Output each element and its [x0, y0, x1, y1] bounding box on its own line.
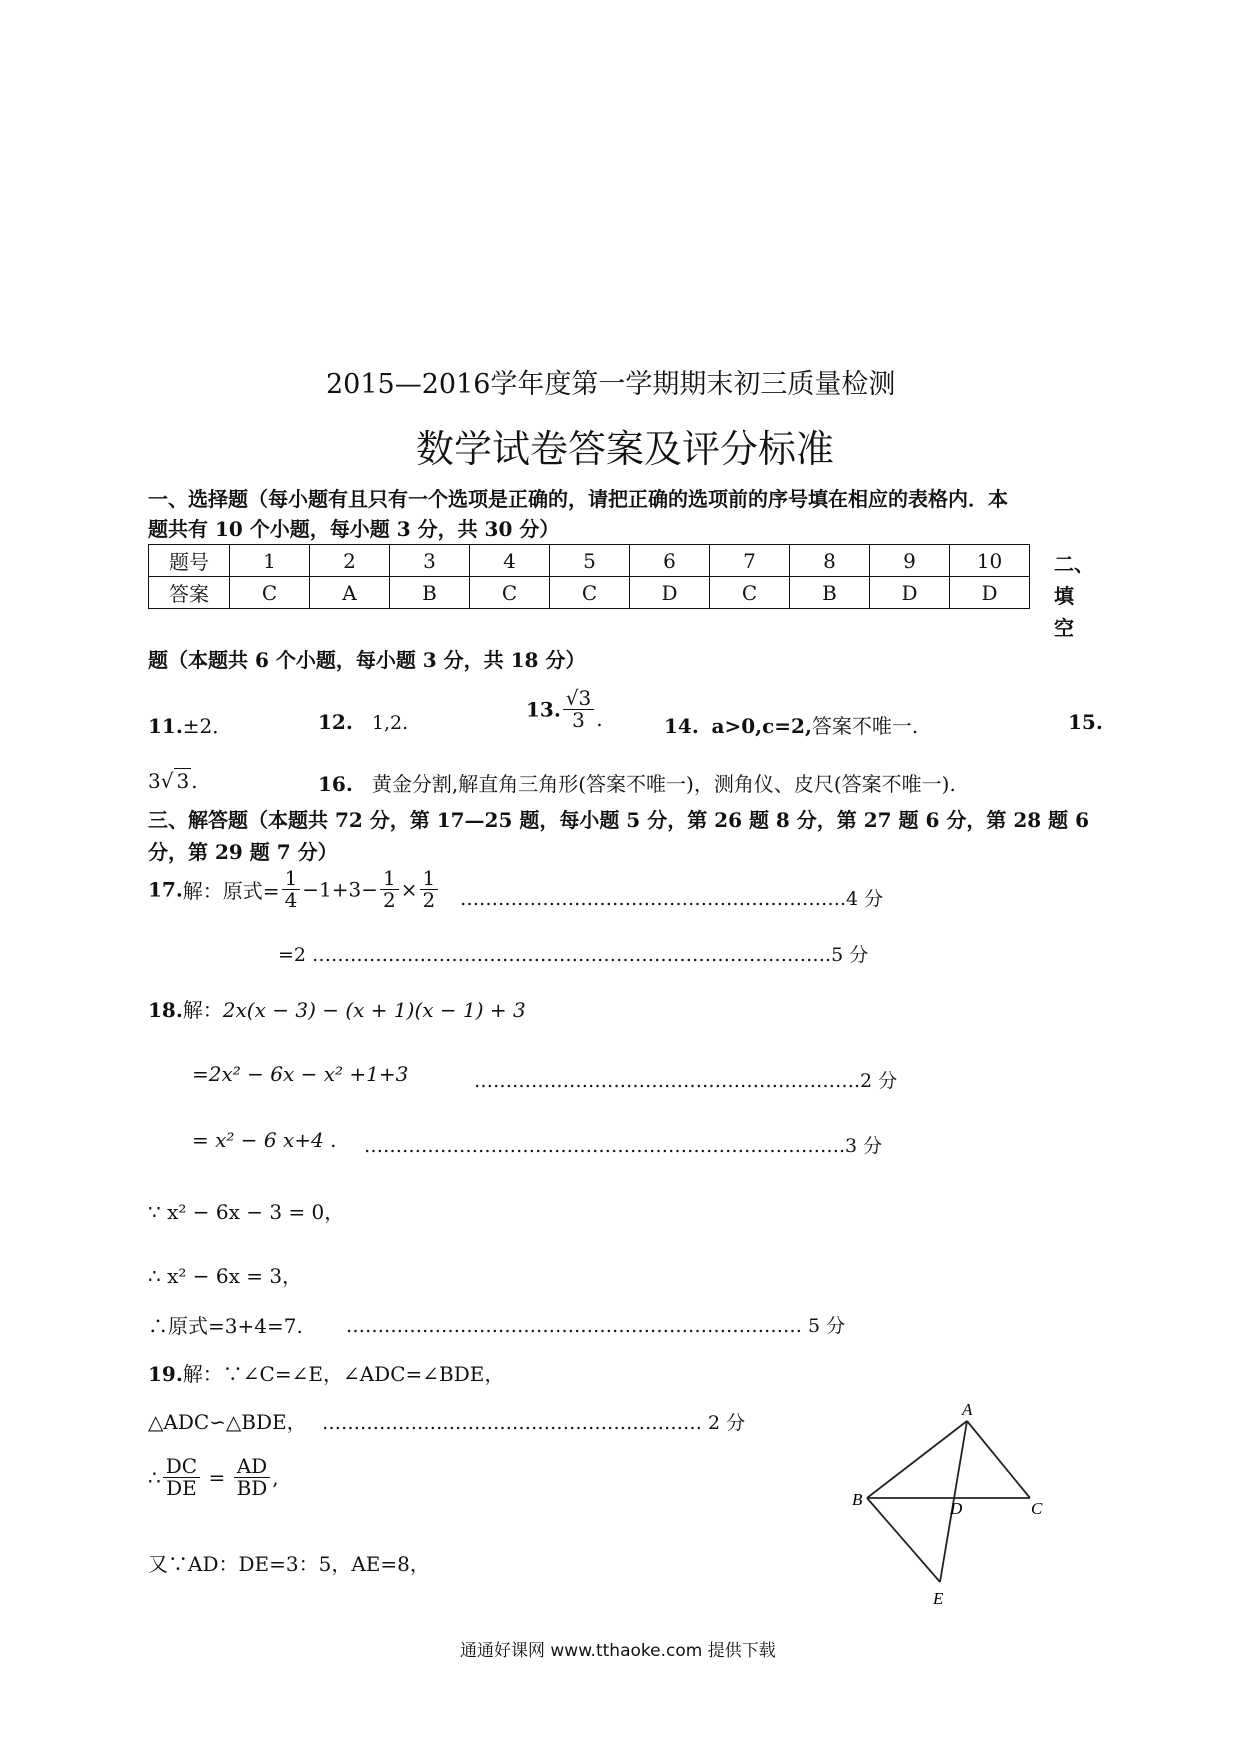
triangle-figure [840, 1400, 1080, 1620]
segment-be [867, 1498, 940, 1582]
table-cell: 3 [390, 545, 470, 577]
row-label-question: 题号 [149, 545, 230, 577]
q19-therefore: ∴ [148, 1465, 161, 1490]
q19-fraction-1 [163, 1456, 200, 1499]
q18-hence: ∴ x² − 6x = 3， [148, 1264, 303, 1288]
q13-label: 13. [526, 697, 561, 722]
table-cell: D [870, 577, 950, 609]
table-cell: C [470, 577, 550, 609]
segment-ac [967, 1421, 1030, 1498]
q14-answer-bold: a>0,c=2, [711, 714, 812, 738]
section1-heading-line1: 一、选择题（每小题有且只有一个选项是正确的，请把正确的选项前的序号填在相应的表格内．本 [148, 487, 1008, 511]
page-title: 2015—2016学年度第一学期期末初三质量检测 [326, 369, 896, 400]
q19-similar: △ADC∽△BDE， [148, 1410, 307, 1434]
q16-label: 16. [318, 772, 353, 796]
q19-f1-num: DC [163, 1456, 200, 1478]
q19-line1 [148, 1358, 504, 1387]
q14 [664, 710, 918, 739]
section2-heading: 题（本题共 6 个小题，每小题 3 分，共 18 分） [148, 648, 586, 672]
q17-times: × [400, 877, 418, 902]
q17-fraction-3 [420, 868, 439, 911]
q13-dot: . [596, 707, 603, 731]
q16-answer: 黄金分割,解直角三角形(答案不唯一)，测角仪、皮尺(答案不唯一). [371, 772, 956, 796]
q13-fraction [563, 688, 594, 731]
q17-line1 [148, 868, 440, 911]
section2-side-2: 填 [1054, 584, 1074, 608]
q19-fraction-2 [234, 1456, 271, 1499]
q19-score-1: …………………………………………………… 2 分 [322, 1412, 746, 1434]
q17-label: 17. [148, 877, 183, 902]
q17-f1-num: 1 [282, 868, 301, 890]
q18-result: ∴原式=3+4=7. [148, 1314, 303, 1338]
q18-since: ∵ x² − 6x − 3 = 0， [148, 1200, 345, 1224]
table-cell: B [390, 577, 470, 609]
table-cell: 2 [310, 545, 390, 577]
table-cell: C [710, 577, 790, 609]
table-cell: 5 [550, 545, 630, 577]
section3-heading-line1: 三、解答题（本题共 72 分，第 17—25 题，每小题 5 分，第 26 题 8 分，第 27 题 6 分，第 28 题 6 [148, 808, 1090, 832]
label-b: B [852, 1490, 863, 1509]
q12-label: 12. [318, 710, 353, 734]
q16 [318, 768, 956, 797]
q19-intro: 解：∵∠C=∠E，∠ADC=∠BDE， [182, 1362, 505, 1386]
q18-intro: 解： [182, 998, 223, 1022]
table-cell: 4 [470, 545, 550, 577]
table-cell: 8 [790, 545, 870, 577]
q18-score-2: ………………………………………………………………….3 分 [364, 1135, 883, 1157]
q12-answer: 1,2. [371, 712, 409, 734]
footer-download-note: 通通好课网 www.tthaoke.com 提供下载 [460, 1641, 776, 1661]
q11 [148, 710, 232, 739]
table-cell: C [230, 577, 310, 609]
table-row-numbers [149, 545, 1030, 577]
q13-denominator: 3 [572, 708, 585, 732]
section2-side-1: 二、 [1054, 552, 1094, 576]
q18-step1: =2x² − 6x − x² +1+3 [192, 1062, 409, 1086]
label-d: D [950, 1499, 963, 1518]
table-row-answers [149, 577, 1030, 609]
q17-f3-num: 1 [420, 868, 439, 890]
q17-intro: 解：原式= [182, 879, 280, 903]
segment-ab [867, 1421, 967, 1498]
table-cell: 10 [950, 545, 1030, 577]
q13-numerator: √3 [563, 688, 594, 710]
table-cell: 6 [630, 545, 710, 577]
q17-score-1: …………………………………………………….4 分 [460, 888, 884, 910]
table-cell: B [790, 577, 870, 609]
q19-comma: , [272, 1465, 279, 1490]
q11-label: 11. [148, 714, 183, 738]
q19-f1-den: DE [166, 1476, 197, 1500]
row-label-answer: 答案 [149, 577, 230, 609]
q19-ratio [148, 1456, 279, 1499]
q15-answer-coef: 3 [148, 769, 161, 793]
q17-fraction-2 [380, 868, 399, 911]
table-cell: 7 [710, 545, 790, 577]
q17-f2-num: 1 [380, 868, 399, 890]
q19-eq: = [208, 1465, 226, 1490]
q19-given: 又∵AD：DE=3：5，AE=8， [148, 1552, 430, 1576]
table-cell: D [950, 577, 1030, 609]
q17-f2-den: 2 [383, 888, 396, 912]
q17-f1-den: 4 [284, 888, 298, 912]
page-subtitle: 数学试卷答案及评分标准 [416, 427, 835, 471]
section1-heading-line2: 题共有 10 个小题，每小题 3 分，共 30 分） [148, 517, 560, 541]
q19-f2-den: BD [236, 1476, 268, 1500]
q18-label: 18. [148, 998, 183, 1022]
answer-table [148, 544, 1030, 609]
q12 [318, 710, 408, 734]
q17-f3-den: 2 [422, 888, 436, 912]
q14-label: 14. [664, 714, 699, 738]
q19-label: 19. [148, 1362, 183, 1386]
q17-mid: −1+3− [302, 877, 379, 902]
table-cell: D [630, 577, 710, 609]
q18-score-3: ……………………………………………………………… 5 分 [346, 1315, 846, 1337]
q15-answer-radicand: 3 [176, 769, 190, 793]
table-cell: A [310, 577, 390, 609]
q17-line2: =2 ……………………………………………………………………….5 分 [278, 944, 869, 966]
q13 [526, 688, 603, 731]
q18-expression: 2x(x − 3) − (x + 1)(x − 1) + 3 [222, 998, 526, 1022]
table-cell: C [550, 577, 630, 609]
section3-heading-line2: 分，第 29 题 7 分） [148, 840, 338, 864]
table-cell: 9 [870, 545, 950, 577]
q18-line1 [148, 994, 526, 1023]
label-e: E [933, 1589, 944, 1608]
label-c: C [1031, 1499, 1043, 1518]
q18-score-1: …………………………………………………….2 分 [474, 1070, 898, 1092]
q17-fraction-1 [282, 868, 301, 911]
q15-label: 15. [1068, 710, 1103, 734]
q19-f2-num: AD [234, 1456, 271, 1478]
table-cell: 1 [230, 545, 310, 577]
q14-answer: 答案不唯一. [811, 714, 919, 738]
label-a: A [962, 1400, 973, 1419]
q15-dot: . [191, 769, 198, 793]
q11-answer: ±2． [182, 714, 233, 738]
q15-answer: 3√ 3 . [148, 769, 198, 793]
q18-step2: = x² − 6 x+4 . [192, 1128, 337, 1152]
section2-side-3: 空 [1054, 616, 1074, 640]
